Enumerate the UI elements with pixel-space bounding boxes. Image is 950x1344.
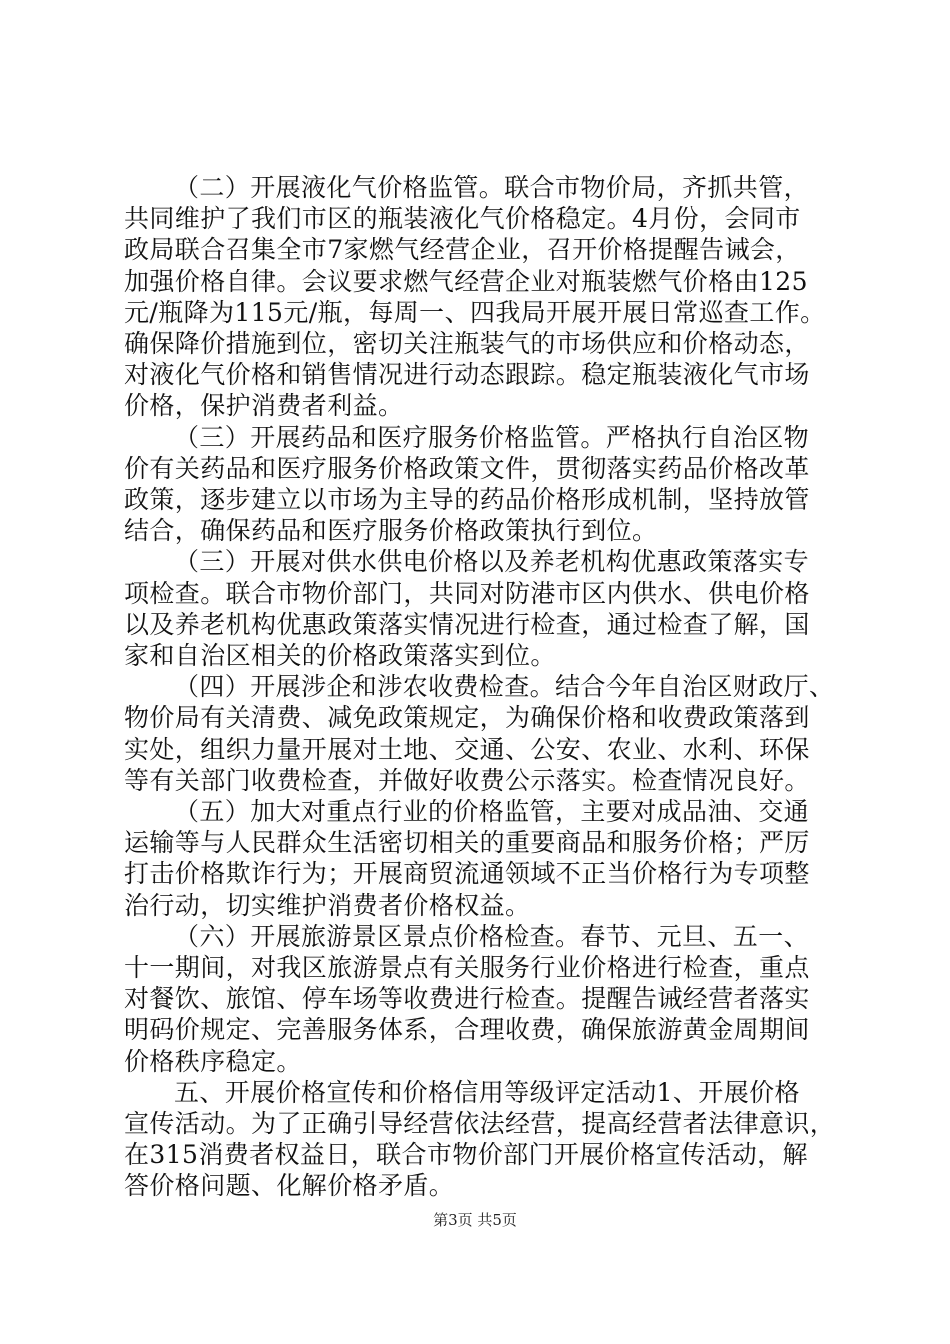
paragraph-line: 治行动，切实维护消费者价格权益。: [124, 890, 531, 920]
paragraph-line: 明码价规定、完善服务体系，合理收费，确保旅游黄金周期间: [124, 1015, 810, 1045]
paragraph-line: 对餐饮、旅馆、停车场等收费进行检查。提醒告诫经营者落实: [124, 984, 810, 1014]
paragraph-first-line: （六）开展旅游景区景点价格检查。春节、元旦、五一、: [174, 921, 810, 951]
paragraph-line: 共同维护了我们市区的瓶装液化气价格稳定。4月份，会同市: [124, 204, 801, 234]
paragraph-line: 家和自治区相关的价格政策落实到位。: [124, 641, 556, 670]
paragraph-first-line: （三）开展对供水供电价格以及养老机构优惠政策落实专: [174, 547, 810, 577]
paragraph-first-line: （四）开展涉企和涉农收费检查。结合今年自治区财政厅、: [174, 672, 835, 702]
paragraph-line: 价有关药品和医疗服务价格政策文件，贯彻落实药品价格改革: [124, 453, 810, 483]
paragraph-line: 十一期间，对我区旅游景点有关服务行业价格进行检查，重点: [124, 953, 810, 982]
paragraph-line: 答价格问题、化解价格矛盾。: [124, 1171, 455, 1201]
paragraph-line: 打击价格欺诈行为；开展商贸流通领域不正当价格行为专项整: [124, 859, 810, 889]
paragraph-first-line: （二）开展液化气价格监管。联合市物价局，齐抓共管，: [174, 173, 810, 202]
paragraph-line: 宣传活动。为了正确引导经营依法经营，提高经营者法律意识，: [124, 1109, 836, 1138]
page-footer: 第3页 共5页: [433, 1211, 517, 1229]
paragraph-line: 结合，确保药品和医疗服务价格政策执行到位。: [124, 516, 658, 546]
paragraph-line: 加强价格自律。会议要求燃气经营企业对瓶装燃气价格由125: [124, 266, 808, 296]
paragraph-first-line: （三）开展药品和医疗服务价格监管。严格执行自治区物: [174, 422, 810, 452]
paragraph-line: 政策，逐步建立以市场为主导的药品价格形成机制，坚持放管: [124, 485, 810, 514]
paragraph-first-line: （五）加大对重点行业的价格监管，主要对成品油、交通: [174, 797, 810, 826]
paragraph-line: 项检查。联合市物价部门，共同对防港市区内供水、供电价格: [124, 578, 810, 608]
paragraph-first-line: 五、开展价格宣传和价格信用等级评定活动1、开展价格: [174, 1077, 800, 1107]
paragraph-line: 运输等与人民群众生活密切相关的重要商品和服务价格；严厉: [124, 828, 810, 858]
paragraph-line: 对液化气价格和销售情况进行动态跟踪。稳定瓶装液化气市场: [124, 360, 810, 390]
paragraph-line: 以及养老机构优惠政策落实情况进行检查，通过检查了解，国: [124, 609, 810, 639]
paragraph-line: 实处，组织力量开展对土地、交通、公安、农业、水利、环保: [124, 734, 810, 764]
paragraph-line: 政局联合召集全市7家燃气经营企业，召开价格提醒告诫会，: [124, 235, 801, 265]
paragraph-line: 价格秩序稳定。: [124, 1046, 302, 1076]
paragraph-line: 确保降价措施到位，密切关注瓶装气的市场供应和价格动态，: [124, 329, 810, 358]
paragraph-line: 物价局有关清费、减免政策规定，为确保价格和收费政策落到: [124, 703, 810, 733]
paragraph-line: 价格，保护消费者利益。: [124, 391, 404, 421]
paragraph-line: 等有关部门收费检查，并做好收费公示落实。检查情况良好。: [124, 765, 810, 795]
paragraph-line: 在315消费者权益日，联合市物价部门开展价格宣传活动，解: [124, 1140, 808, 1170]
paragraph-line: 元/瓶降为115元/瓶，每周一、四我局开展开展日常巡查工作。: [124, 297, 826, 327]
